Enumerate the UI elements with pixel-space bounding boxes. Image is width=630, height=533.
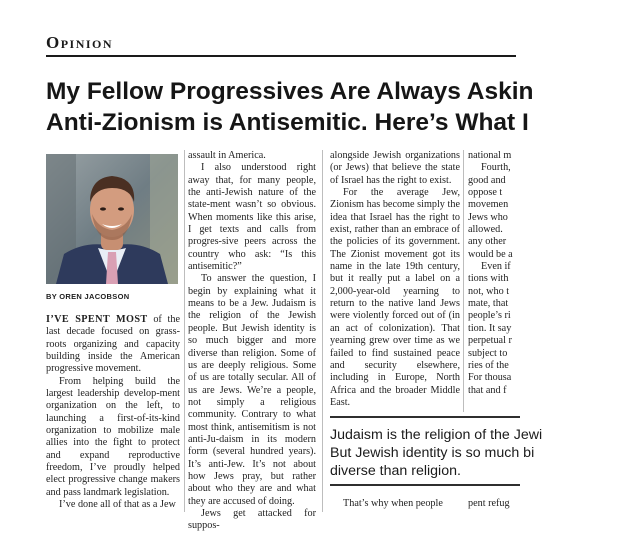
text-line: perpetual r — [468, 335, 512, 347]
paragraph: From helping build the largest leadership develop-ment organization on the left, to launching a first-of-its-kind organization to mobilize male allies into the fight to protect and expand reproductive freedom, I’ve proudly helped elect progressive change makers and pass landmark legislation. — [46, 375, 180, 498]
headline-line-2: Anti-Zionism is Antisemitic. Here’s What I — [46, 109, 529, 136]
text-line: good and — [468, 174, 506, 186]
pullquote-rule-bottom — [330, 484, 520, 486]
text-line: For thousa — [468, 372, 512, 384]
paragraph: I’ve done all of that as a Jew — [59, 499, 176, 511]
text-line: tions with — [468, 273, 509, 285]
paragraph-text: of the last decade focused on grass-roots organizing and capacity building inside the American progressive movement. — [46, 314, 180, 375]
headline — [46, 76, 606, 138]
text-line: mate, that — [468, 298, 509, 310]
author-portrait-image — [46, 154, 178, 284]
paragraph: I also understood right away that, for many people, the anti-Jewish nature of the state-ment wasn’t so obvious. When moments like this arise, I get texts and calls from progres-sive peers across the country who ask: “Is this antisemitic?” — [188, 162, 316, 273]
pullquote-rule-top — [330, 416, 520, 418]
text-line: would be a — [468, 248, 513, 260]
article-column-3-continued — [330, 498, 460, 510]
author-photo — [46, 154, 178, 284]
article-column-3 — [330, 150, 460, 409]
author-byline: BY OREN JACOBSON — [46, 292, 130, 301]
text-line: pent refug — [468, 498, 510, 509]
column-divider — [322, 150, 323, 512]
pullquote-line-2: But Jewish identity is so much bi — [330, 445, 535, 462]
headline-line-1: My Fellow Progressives Are Always Askin — [46, 78, 534, 105]
text-line: ries of the — [468, 359, 509, 371]
text-line: any other — [468, 236, 507, 248]
paragraph: To answer the question, I begin by explaining what it means to be a Jew. Judaism is the religion of the Jewish people. But Jewish identity is so much bigger and more diverse than religion. Some of us are deeply religious. Some of us are totally secular. All of us are Jews. We’re a people, not simply a religious community. Contrary to what most think, antisemitism is not anti-Ju-daism in its modern form (several hundred years). It’s anti-Jew. It’s not about how Jews pray, but rather about who they are and what they are accused of doing. — [188, 273, 316, 507]
text-line: subject to — [468, 347, 508, 359]
paragraph: That’s why when people — [343, 498, 443, 509]
paragraph: Jews get attacked for suppos- — [188, 507, 316, 532]
drop-lead: I’VE SPENT MOST — [46, 314, 148, 325]
section-label: Opinion — [46, 33, 114, 52]
text-line: tion. It say — [468, 322, 512, 334]
article-column-4-continued — [468, 498, 528, 510]
paragraph — [46, 314, 180, 376]
pull-quote — [330, 426, 630, 481]
pullquote-line-1: Judaism is the religion of the Jewi — [330, 427, 543, 443]
text-line: oppose t — [468, 187, 503, 199]
text-line: people’s ri — [468, 310, 511, 322]
text-line: allowed. — [468, 224, 503, 236]
text-line: Jews who — [468, 211, 508, 223]
article-column-4 — [468, 150, 528, 397]
section-divider — [46, 55, 516, 57]
article-column-1 — [46, 314, 180, 512]
paragraph: For the average Jew, Zionism has become simply the idea that Israel has the right to exist, rather than an embrace of the policies of its government. The Zionist movement got its name in the late 19th century, but it really put a label on a 2,000-year-old yearning to return to the native land Jews were violently forced out of (in an act of colonization). That yearning grew over time as we failed to find sustained peace and security elsewhere, including in Europe, North Africa and the broader Middle East. — [330, 187, 460, 408]
column-divider — [463, 150, 464, 412]
text-line: Even if — [481, 261, 511, 273]
text-line: that and f — [468, 384, 507, 396]
paragraph: assault in America. — [188, 150, 266, 161]
text-line: not, who t — [468, 285, 510, 297]
column-divider — [184, 150, 185, 512]
text-line: national m — [468, 150, 512, 161]
pullquote-line-3: diverse than religion. — [330, 463, 461, 480]
paragraph: alongside Jewish organizations (or Jews) that believe the state of Israel has the right to exist. — [330, 150, 460, 186]
article-column-2 — [188, 150, 316, 533]
text-line: movemen — [468, 199, 509, 211]
text-line: Fourth, — [481, 162, 511, 174]
